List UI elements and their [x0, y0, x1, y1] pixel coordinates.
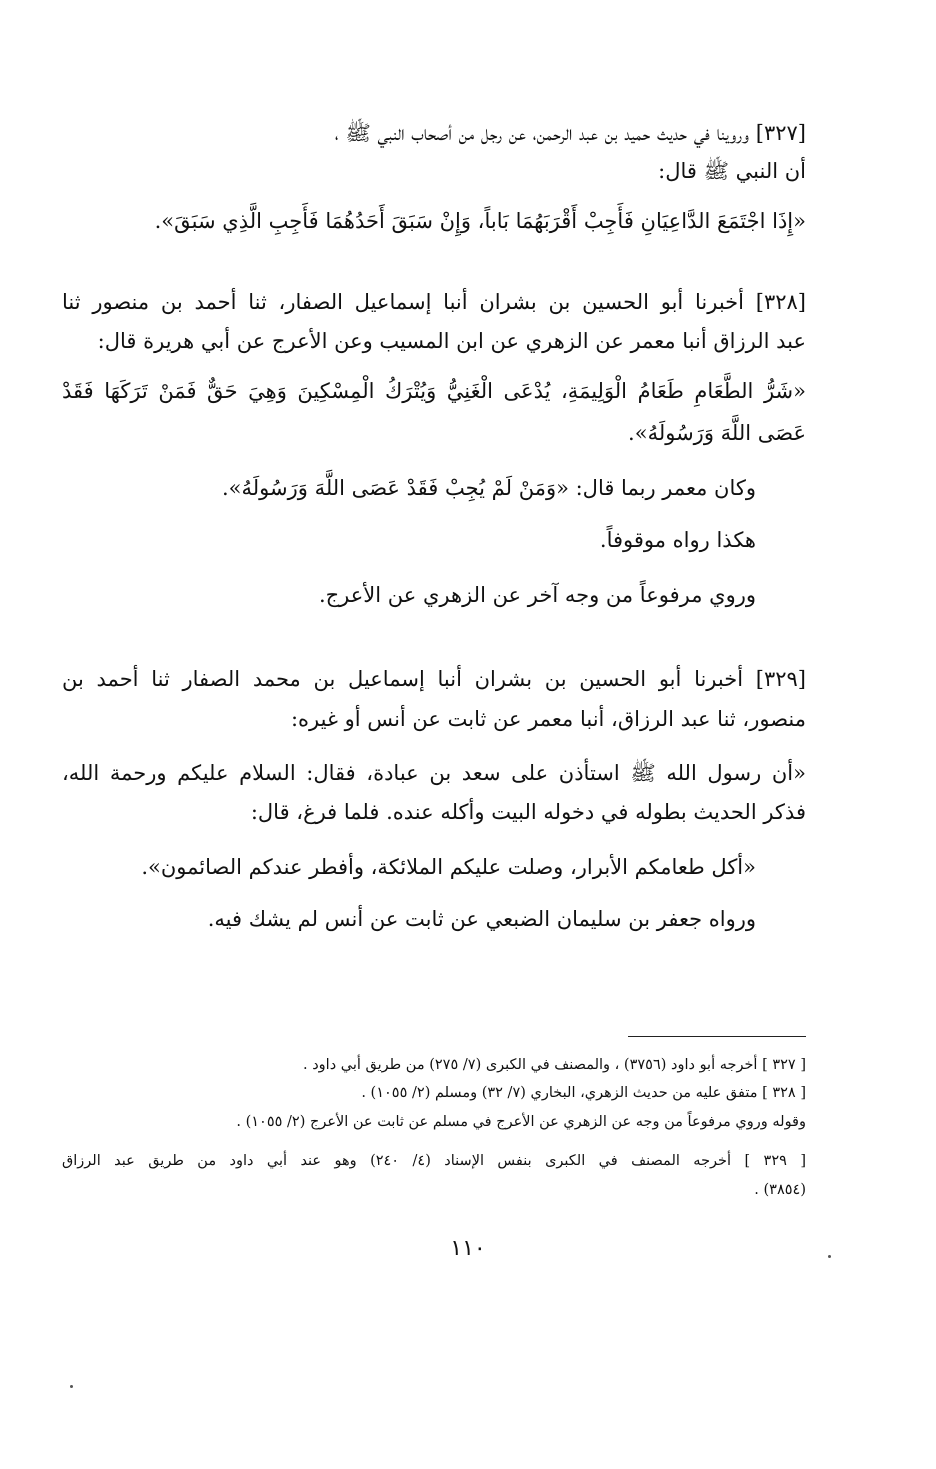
hadith-327-line-1: [٣٢٧] وروينا في حديث حميد بن عبد الرحمن، عن رجل من أصحاب النبي ﷺ ،: [334, 121, 806, 145]
hadith-329-line-1: [٣٢٩] أخبرنا أبو الحسين بن بشران أنبا إسماعيل بن محمد الصفار ثنا أحمد بن: [62, 667, 806, 691]
hadith-328-quote-1: «شَرُّ الطَّعَامِ طَعَامُ الْوَلِيمَةِ، يُدْعَى الْغَنِيُّ وَيُتْرَكُ الْمِسْكِينَ وَهِيَ حَقٌّ فَمَنْ تَرَكَهَا فَقَدْ: [62, 379, 806, 403]
footnote-separator: [628, 1036, 806, 1037]
hadith-329-quote-1: «أن رسول الله ﷺ استأذن على سعد بن عبادة، فقال: السلام عليكم ورحمة الله،: [62, 761, 806, 785]
scan-speck: [70, 1385, 73, 1388]
page-number: ١١٠: [450, 1236, 486, 1261]
hadith-329-quote-3: «أكل طعامكم الأبرار، وصلت عليكم الملائكة، وأفطر عندكم الصائمون».: [141, 855, 756, 879]
hadith-328-line-1: [٣٢٨] أخبرنا أبو الحسين بن بشران أنبا إسماعيل الصفار، ثنا أحمد بن منصور ثنا: [62, 290, 806, 314]
hadith-328-line-5: وروي مرفوعاً من وجه آخر عن الزهري عن الأعرج.: [318, 583, 756, 607]
hadith-329-quote-2: فذكر الحديث بطوله في دخوله البيت وأكله عنده. فلما فرغ، قال:: [250, 800, 806, 824]
scan-speck: [828, 1255, 831, 1258]
hadith-329-line-2: منصور، ثنا عبد الرزاق، أنبا معمر عن ثابت عن أنس أو غيره:: [290, 707, 806, 731]
footnote-329-cont: (٣٨٥٤) .: [754, 1182, 806, 1198]
hadith-328-line-2: عبد الرزاق أنبا معمر عن الزهري عن ابن المسيب وعن الأعرج عن أبي هريرة قال:: [97, 329, 806, 353]
hadith-328-line-3: وكان معمر ربما قال: «وَمَنْ لَمْ يُجِبْ فَقَدْ عَصَى اللَّهَ وَرَسُولَهُ».: [221, 476, 756, 500]
hadith-327-line-2: أن النبي ﷺ قال:: [658, 159, 806, 183]
footnote-327: [ ٣٢٧ ] أخرجه أبو داود (٣٧٥٦) ، والمصنف في الكبرى (٧/ ٢٧٥) من طريق أبي داود .: [303, 1057, 806, 1073]
footnote-328-note: وقوله وروي مرفوعاً من وجه عن الزهري عن الأعرج في مسلم عن ثابت عن الأعرج (٢/ ١٠٥٥) .: [236, 1114, 806, 1130]
hadith-329-line-3: ورواه جعفر بن سليمان الضبعي عن ثابت عن أنس لم يشك فيه.: [207, 907, 756, 931]
hadith-328-quote-2: عَصَى اللَّهَ وَرَسُولَهُ».: [628, 421, 806, 445]
footnote-328: [ ٣٢٨ ] متفق عليه من حديث الزهري، البخاري (٧/ ٣٢) ومسلم (٢/ ١٠٥٥) .: [361, 1085, 806, 1101]
hadith-327-quote: «إِذَا اجْتَمَعَ الدَّاعِيَانِ فَأَجِبْ أَقْرَبَهُمَا بَاباً، وَإِنْ سَبَقَ أَحَدُهُمَا فَأَجِبِ الَّذِي سَبَقَ».: [154, 209, 806, 233]
footnote-329: [ ٣٢٩ ] أخرجه المصنف في الكبرى بنفس الإسناد (٤/ ٢٤٠) وهو عند أبي داود من طريق عبد الرزاق: [62, 1153, 806, 1169]
hadith-328-line-4: هكذا رواه موقوفاً.: [599, 528, 756, 552]
